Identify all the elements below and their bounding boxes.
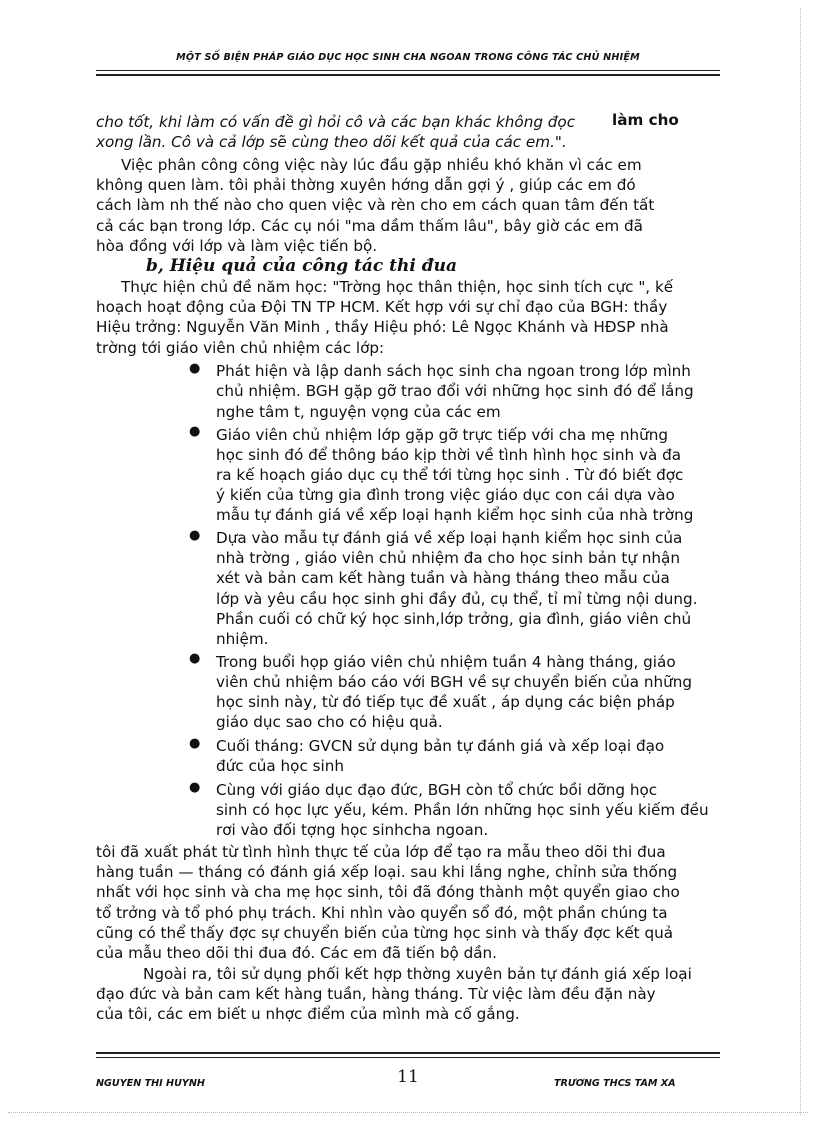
bullet-line: Giáo viên chủ nhiệm lớp gặp gỡ trực tiếp với cha mẹ những <box>216 426 668 444</box>
text-line: hàng tuần — tháng có đánh giá xếp loại. sau khi lắng nghe, chỉnh sửa thống <box>96 863 678 881</box>
text-line: đạo đức và bản cam kết hàng tuần, hàng tháng. Từ việc làm đều đặn này <box>96 985 656 1003</box>
text-line: không quen làm. tôi phải thờng xuyên hớng dẫn gợi ý , giúp các em đó <box>96 176 636 194</box>
text-line: Thực hiện chủ đề năm học: "Trờng học thân thiện, học sinh tích cực ", kế <box>121 278 674 296</box>
text-line: cách làm nh thế nào cho quen việc và rèn cho em cách quan tâm đến tất <box>96 196 655 214</box>
bullet-line: mẫu tự đánh giá về xếp loại hạnh kiểm học sinh của nhà trờng <box>216 506 694 524</box>
bullet-line: xét và bản cam kết hàng tuần và hàng tháng theo mẫu của <box>216 569 670 587</box>
bullet-line: nhiệm. <box>216 630 269 648</box>
text-line: cả các bạn trong lớp. Các cụ nói "ma dầm thấm lâu", bây giờ các em đã <box>96 217 643 235</box>
footer-rule-thick <box>96 1052 720 1054</box>
text-line: xong lần. Cô và cả lớp sẽ cùng theo dõi kết quả của các em.". <box>96 133 567 151</box>
bullet-dot: ● <box>189 780 201 795</box>
bullet-line: Cùng với giáo dục đạo đức, BGH còn tổ chức bồi dỡng học <box>216 781 658 799</box>
text-line: của tôi, các em biết u nhợc điểm của mình mà cố gắng. <box>96 1005 520 1023</box>
text-line: Việc phân công công việc này lúc đầu gặp nhiều khó khăn vì các em <box>121 156 642 174</box>
bullet-line: Cuối tháng: GVCN sử dụng bản tự đánh giá và xếp loại đạo <box>216 737 665 755</box>
text-line: hòa đồng với lớp và làm việc tiến bộ. <box>96 237 378 255</box>
page-edge-bottom <box>8 1112 808 1113</box>
bullet-line: Dựa vào mẫu tự đánh giá về xếp loại hạnh kiểm học sinh của <box>216 529 683 547</box>
text-fragment: làm cho <box>612 111 679 129</box>
text-line: cho tốt, khi làm có vấn đề gì hỏi cô và các bạn khác không đọc <box>96 113 576 131</box>
text-line: của mẫu theo dõi thi đua đó. Các em đã tiến bộ dần. <box>96 944 498 962</box>
header-rule-thick <box>96 74 720 76</box>
text-line: tôi đã xuất phát từ tình hình thực tế của lớp để tạo ra mẫu theo dõi thi đua <box>96 843 666 861</box>
bullet-dot: ● <box>189 736 201 751</box>
footer-author: NGUYỄN THỊ HUỲNH <box>96 1078 205 1087</box>
bullet-dot: ● <box>189 361 201 376</box>
bullet-dot: ● <box>189 424 201 439</box>
bullet-line: nhà trờng , giáo viên chủ nhiệm đa cho học sinh bản tự nhận <box>216 549 680 567</box>
bullet-line: rơi vào đối tợng học sinhcha ngoan. <box>216 821 489 839</box>
bullet-line: đức của học sinh <box>216 757 345 775</box>
bullet-line: viên chủ nhiệm báo cáo với BGH về sự chuyển biến của những <box>216 673 693 691</box>
bullet-line: chủ nhiệm. BGH gặp gỡ trao đổi với những học sinh đó để lắng <box>216 382 694 400</box>
text-line: trờng tới giáo viên chủ nhiệm các lớp: <box>96 339 385 357</box>
page-edge-right <box>800 8 801 1115</box>
bullet-line: học sinh này, từ đó tiếp tục đề xuất , áp dụng các biện pháp <box>216 693 675 711</box>
bullet-dot: ● <box>189 651 201 666</box>
running-header: MỘT SỐ BIỆN PHÁP GIÁO DỤC HỌC SINH CHA NGOAN TRONG CÔNG TÁC CHỦ NHIỆM <box>176 52 640 63</box>
bullet-line: ý kiến của từng gia đình trong việc giáo dục con cái dựa vào <box>216 486 675 504</box>
bullet-line: sinh có học lực yếu, kém. Phần lớn những học sinh yếu kiếm đều <box>216 801 709 819</box>
bullet-line: giáo dục sao cho có hiệu quả. <box>216 713 443 731</box>
bullet-dot: ● <box>189 528 201 543</box>
bullet-line: học sinh đó để thông báo kịp thời về tình hình học sinh và đa <box>216 446 682 464</box>
text-line: Ngoài ra, tôi sử dụng phối kết hợp thờng xuyên bản tự đánh giá xếp loại <box>143 965 692 983</box>
bullet-line: Phần cuối có chữ ký học sinh,lớp trởng, gia đình, giáo viên chủ <box>216 610 692 628</box>
bullet-line: Phát hiện và lập danh sách học sinh cha ngoan trong lớp mình <box>216 362 691 380</box>
text-line: Hiệu trởng: Nguyễn Văn Minh , thầy Hiệu phó: Lê Ngọc Khánh và HĐSP nhà <box>96 318 669 336</box>
page-number: 11 <box>397 1067 419 1087</box>
bullet-line: Trong buổi họp giáo viên chủ nhiệm tuần 4 hàng tháng, giáo <box>216 653 676 671</box>
text-line: nhất với học sinh và cha mẹ học sinh, tôi đã đóng thành một quyển giao cho <box>96 883 680 901</box>
footer-school: TRƯỜNG THCS TÂM XÁ <box>554 1078 676 1087</box>
bullet-line: lớp và yêu cầu học sinh ghi đầy đủ, cụ thể, tỉ mỉ từng nội dung. <box>216 590 698 608</box>
text-line: cũng có thể thấy đợc sự chuyển biến của từng học sinh và thấy đợc kết quả <box>96 924 674 942</box>
text-line: hoạch hoạt động của Đội TN TP HCM. Kết hợp với sự chỉ đạo của BGH: thầy <box>96 298 668 316</box>
bullet-line: ra kế hoạch giáo dục cụ thể tới từng học sinh . Từ đó biết đợc <box>216 466 684 484</box>
footer-rule-thin <box>96 1057 720 1058</box>
bullet-line: nghe tâm t, nguyện vọng của các em <box>216 403 501 421</box>
section-heading: b, Hiệu quả của công tác thi đua <box>146 256 458 276</box>
text-line: tổ trởng và tổ phó phụ trách. Khi nhìn vào quyển sổ đó, một phần chúng ta <box>96 904 668 922</box>
header-rule-thin <box>96 70 720 71</box>
